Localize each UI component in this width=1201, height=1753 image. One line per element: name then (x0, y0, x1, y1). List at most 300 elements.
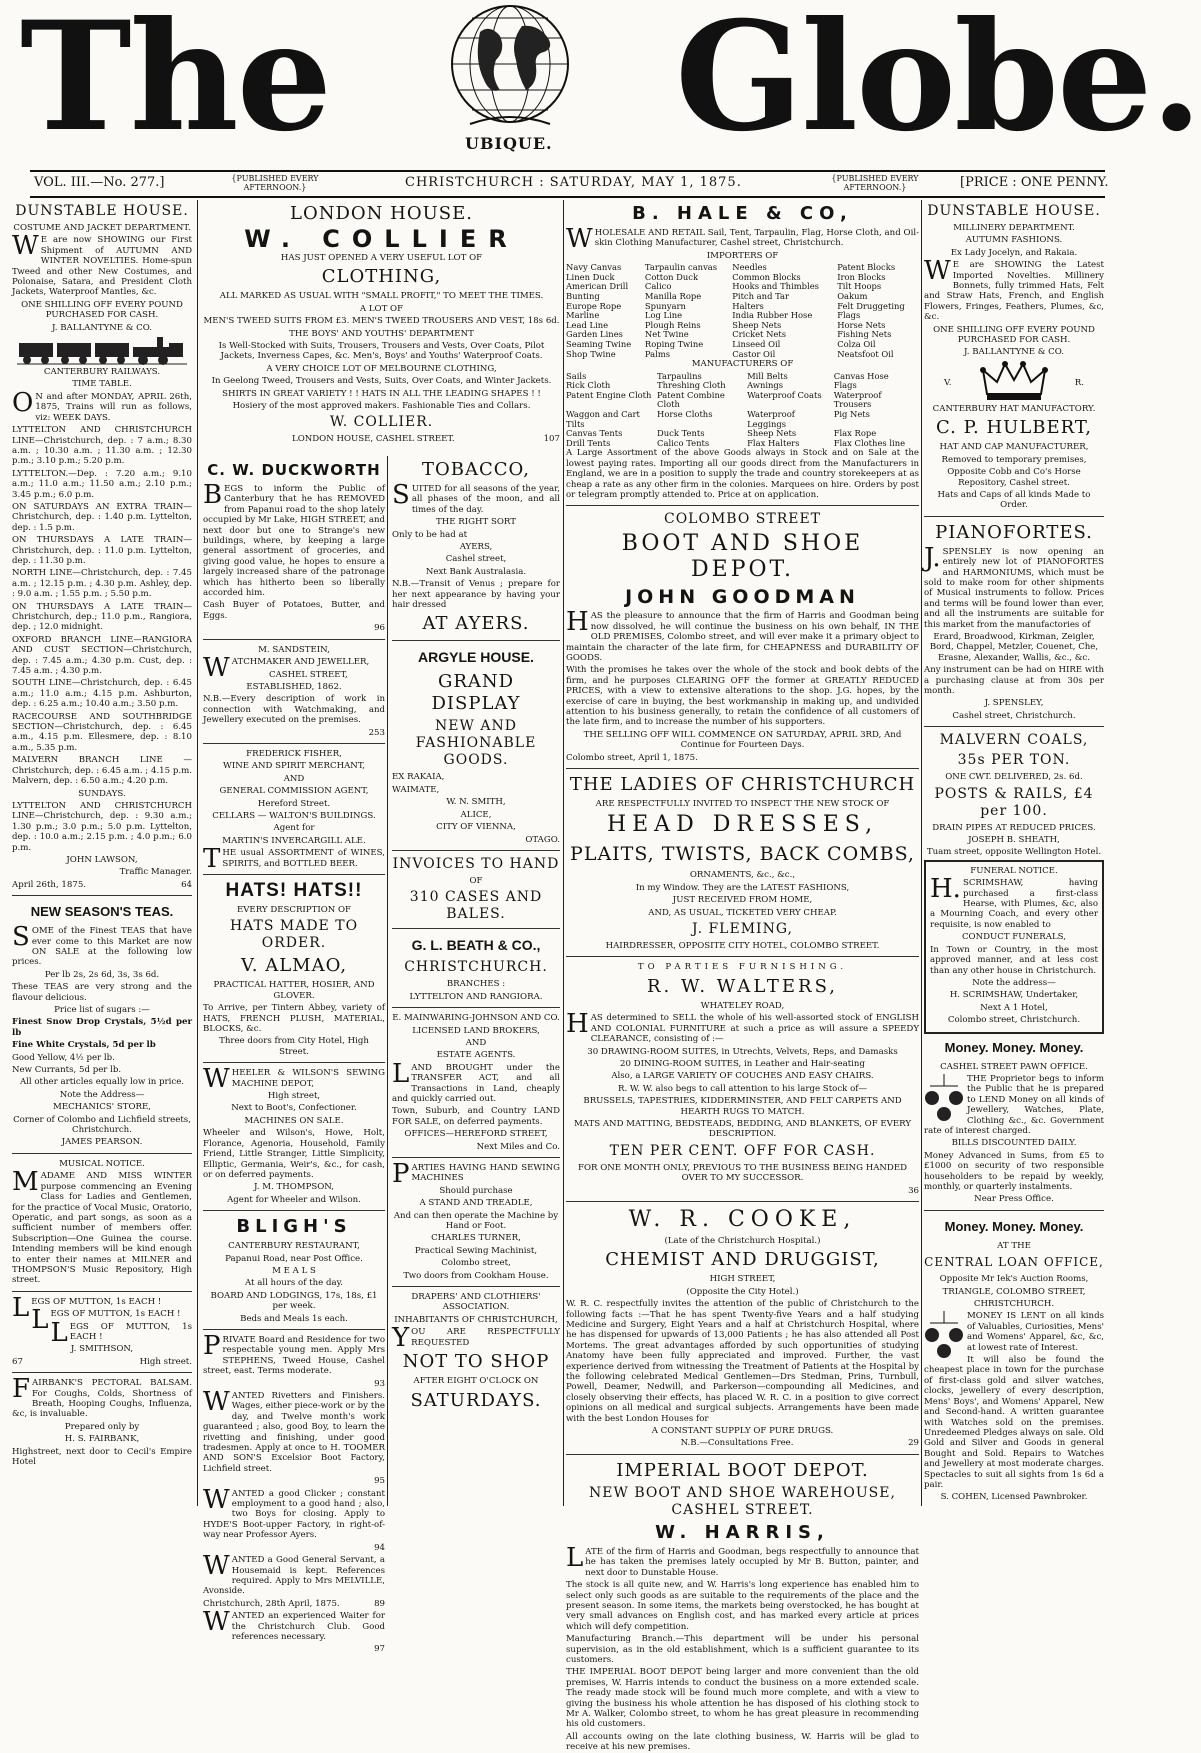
fun-sig: H. SCRIMSHAW, Undertaker, (949, 990, 1079, 1001)
main-body2: Town, Suburb, and Country LAND FOR SALE, on deferred payments. (392, 1106, 560, 1127)
beath-title: G. L. BEATH & CO., (411, 937, 541, 954)
goods-row (566, 372, 919, 382)
wheeler-addr2: Next to Boot's, Confectioner. (231, 1103, 357, 1114)
dun-offer: ONE SHILLING OFF EVERY POUND PURCHASED FOR CASH. (933, 324, 1095, 346)
train-icon (17, 335, 187, 365)
main-sub: LICENSED LAND BROKERS, (412, 1025, 540, 1036)
tobacco-addr2: Next Bank Australasia. (425, 566, 527, 577)
collier-boys-body: Is Well-Stocked with Suits, Trousers, Trousers and Vests, Over Coats, Pilot Jackets, Inverness Capes, &c. Men's, Boys' and Youths' Waterproof Coats. (218, 341, 545, 362)
dunstable-body: WE are now SHOWING our First Shipment of AUTUMN AND WINTER NOVELTIES. Home-spun Tweed and other New Costumes, and Polonaise, Satara, and President Cloth Jackets, Waterproof Mantles, &c. (12, 231, 192, 298)
divider (924, 726, 1104, 727)
main-and: AND (465, 1037, 487, 1048)
published-note-right: {PUBLISHED EVERY AFTERNOON.} (831, 174, 919, 192)
ladies-sub: ARE RESPECTFULLY INVITED TO INSPECT THE NEW STOCK OF (595, 799, 890, 810)
sand-addr: CASHEL STREET, (269, 669, 348, 680)
ladies-sig: J. FLEMING, (692, 921, 793, 938)
column-rule (387, 456, 388, 1506)
money1-sub: CASHEL STREET PAWN OFFICE. (940, 1061, 1088, 1072)
goods-cell: Halters (732, 300, 764, 311)
goods-cell: Waggon and Cart Tilts (566, 408, 640, 429)
rail-8: SOUTH LINE—Christchurch, dep. : 6.45 a.m.; 11.0 a.m.; 4.15 p.m. Ashburton, dep. : 6.25 a.m.; 10.40 a.m.; 3.50 p.m. (12, 678, 192, 710)
goodman-selling: THE SELLING OFF WILL COMMENCE ON SATURDAY, APRIL 3RD, And Continue for Fourteen Days. (583, 729, 902, 751)
collier-shirts: SHIRTS IN GREAT VARIETY ! ! HATS IN ALL THE LEADING SHAPES ! ! (222, 388, 541, 399)
bligh-hours: At all hours of the day. (244, 1278, 344, 1289)
rail-sub: TIME TABLE. (72, 379, 132, 390)
cooke-high: HIGH STREET, (709, 1274, 776, 1285)
goods-cell: Drill Tents (566, 437, 611, 448)
fisher-addr: Hereford Street. (257, 798, 331, 809)
posts-drain: DRAIN PIPES AT REDUCED PRICES. (932, 822, 1096, 833)
piano-body: J.SPENSLEY is now opening an entirely new lot of PIANOFORTES and HARMONIUMS, which must be sold to make room for other shipments of Musical instruments to follow. Prices and terms will be found lower than ever, and all the instruments are suitable for this market from the manufactories of (924, 542, 1104, 630)
walters-ten: TEN PER CENT. OFF FOR CASH. (609, 1142, 876, 1159)
mech-note: Note the Address— (59, 1089, 145, 1100)
coal-price: 35s PER TON. (957, 752, 1071, 769)
argyle-grand: GRAND DISPLAY (431, 671, 521, 715)
ladies-just: JUST RECEIVED FROM HOME, (672, 895, 813, 906)
argyle-otago: OTAGO. (525, 834, 560, 845)
duck-num: 96 (374, 623, 385, 634)
divider (566, 505, 919, 506)
argyle-invoices: INVOICES TO HAND (392, 855, 560, 872)
tobacco-body: SUITED for all seasons of the year, all phases of the moon, and all times of the day. (392, 480, 560, 515)
divider (392, 1286, 560, 1287)
drapers-sat: SATURDAYS. (410, 1389, 542, 1411)
price: [PRICE : ONE PENNY. (960, 175, 1109, 190)
goods-row (566, 350, 919, 360)
goods-cell: Linseed Oil (732, 338, 781, 349)
rail-date: April 26th, 1875. (12, 879, 87, 890)
goods-cell: Waterproof Leggings (747, 408, 795, 429)
goods-row (566, 410, 919, 429)
divider (392, 1157, 560, 1158)
collier-clothing: CLOTHING, (321, 266, 442, 288)
divider (203, 743, 385, 744)
goods-cell: Fishing Nets (837, 329, 892, 340)
clicker-body: WANTED a good Clicker ; constant employment to a good hand ; also, two Boys for closing. Apply to HYDE'S Boot-upper Factory, in right-of-way near Professor Ayers. (203, 1484, 385, 1541)
collier-name: W. COLLIER (244, 225, 519, 253)
tobacco-title: TOBACCO, (422, 459, 530, 480)
goods-cell: Flax Halters (747, 437, 800, 448)
goods-cell: Sails (566, 370, 587, 381)
goods-cell: Net Twine (644, 329, 689, 340)
collier-marked: ALL MARKED AS USUAL WITH "SMALL PROFIT," TO MEET THE TIMES. (219, 291, 544, 302)
drapers-body: YOU ARE RESPECTFULLY REQUESTED (392, 1323, 560, 1354)
colombo-boot: BOOT AND SHOE DEPOT. (621, 531, 864, 583)
sand-sub: WATCHMAKER AND JEWELLER, (203, 653, 370, 684)
dunstable-offer: ONE SHILLING OFF EVERY POUND PURCHASED FOR CASH. (21, 299, 183, 321)
money2-city: CHRISTCHURCH. (973, 1299, 1055, 1310)
goods-cell: Flax Clothes line (833, 437, 906, 448)
column-rule (921, 200, 922, 1506)
piano-hire: Any instrument can be had on HIRE with a purchasing clause at from 30s per month. (924, 665, 1104, 696)
goods-cell: Log Line (644, 310, 683, 321)
hats-order: HATS MADE TO ORDER. (229, 918, 359, 952)
rail-num: 64 (181, 879, 192, 890)
main-offices: OFFICES—HEREFORD STREET, (404, 1129, 548, 1140)
almao-name: V. ALMAO, (240, 955, 348, 977)
servant-num: 89 (374, 1598, 385, 1609)
goods-cell: Patent Blocks (837, 262, 896, 273)
goods-cell: American Drill (566, 281, 629, 292)
fisher-sub: WINE AND SPIRIT MERCHANT, (222, 761, 366, 772)
goods-cell: Patent Engine Cloth (566, 389, 652, 400)
column-4 (566, 200, 919, 1753)
collier-melb: A VERY CHOICE LOT OF MELBOURNE CLOTHING, (266, 363, 497, 374)
goods-cell: Navy Canvas (566, 262, 622, 273)
money1-body2: Money Advanced in Sums, from £5 to £1000 on security of two responsible householders to be repaid by weekly, monthly, or quarterly instalments. (924, 1150, 1104, 1192)
goodman-date: Colombo street, April 1, 1875. (566, 752, 698, 763)
dunstable-sig: J. BALLANTYNE & CO. (51, 322, 153, 333)
money2-at: AT THE (997, 1240, 1031, 1251)
collier-suits: MEN'S TWEED SUITS FROM £3. MEN'S TWEED TROUSERS AND VEST, 18s 6d. (203, 316, 560, 327)
rail-sig: JOHN LAWSON, (66, 854, 138, 865)
sand-body: N.B.—Every description of work in connection with Watchmaking, and Jewellery executed on the premises. (203, 694, 385, 726)
goods-row (566, 391, 919, 410)
goods-cell: Neatsfoot Oil (837, 348, 894, 359)
goods-cell: Bunting (566, 291, 600, 301)
walters-road: WHATELEY ROAD, (700, 1000, 785, 1011)
private-body: PRIVATE Board and Residence for two respectable young men. Apply Mrs STEPHENS, Tweed House, Cashel street, east. Terms moderate. (203, 1330, 385, 1377)
divider (12, 895, 192, 896)
tobacco-addr: Cashel street, (445, 554, 507, 565)
masthead (0, 0, 1201, 168)
crest-r: R. (1074, 377, 1084, 388)
collier-opened: HAS JUST OPENED A VERY USEFUL LOT OF (280, 253, 483, 263)
collier-sig: W. COLLIER. (329, 414, 434, 431)
walters-3: Also, a LARGE VARIETY OF COUCHES AND EASY CHAIRS. (611, 1071, 874, 1082)
fun-body2: In Town or Country, in the most approved manner, and at less cost than any other house in Christchurch. (930, 944, 1098, 976)
main-title: E. MAINWARING-JOHNSON AND CO. (392, 1013, 560, 1024)
harris-body5: All accounts owing on the late clothing business, W. Harris will be glad to receive at his new premises. (566, 1731, 919, 1753)
fisher-cellars: CELLARS — WALTON'S BUILDINGS. (212, 810, 376, 821)
walters-num: 36 (908, 1185, 919, 1196)
divider (12, 1372, 192, 1373)
coal-title: MALVERN COALS, (939, 732, 1089, 749)
collier-boys: THE BOYS' AND YOUTHS' DEPARTMENT (289, 328, 474, 339)
divider (392, 640, 560, 641)
divider (566, 768, 919, 769)
goods-cell: Flags (837, 310, 861, 321)
fun-next: Next A 1 Hotel, (980, 1002, 1048, 1013)
goods-cell: Mill Belts (747, 370, 788, 381)
goods-cell: Tarpaulin canvas (644, 262, 718, 273)
rivet-body: WANTED Rivetters and Finishers. Wages, either piece-work or by the day, and Twelve month's work guaranteed ; also, good Boy, to learn the rivetting and finishing, under good tradesmen. Apply at once to H. TOOMER AND SON'S Excelsior Boot Factory, Lichfield street. (203, 1387, 385, 1474)
cooke-body: W. R. C. respectfully invites the attention of the public of Christchurch to the following facts :—That he has spent Twenty-five Years and a half studying Medicine and Surgery, Eight Years and a half at Christchurch Hospital, where he has dispensed for upwards of 13,000 Patients ; he has also attended all Post Mortems. The great advantages afforded by such opportunities of studying Anatomy have been fully appreciated and improved. Further, the vast experience derived from witnessing the Treatment of Patients at the Hospital by the following celebrated Medical Gentlemen—Drs Stedman, Prins, Turnbull, Powell, Deamer, Nedwill, and Parkerson—compounding all Medicines, and closely observing their effects, has placed W. R. C. in a position to give correct opinions on all medical and surgical subjects. Arrangements have been made with the best London Houses for (566, 1299, 919, 1424)
goods-cell: Sheep Nets (732, 319, 782, 330)
harris-body4: THE IMPERIAL BOOT DEPOT being larger and more convenient than the old premises, W. Harris intends to conduct the business on a more extended scale. The ready made stock will be found much more complete, and with a view to giving the business his whole attention he has disposed of his clothing stock to Mr A. Walker, Colombo street, to whom he has great pleasure in recommending his old customers. (566, 1667, 919, 1730)
mech-addr: Corner of Colombo and Lichfield streets, Christchurch. (13, 1114, 191, 1136)
bligh-beds: Beds and Meals 1s each. (240, 1313, 348, 1324)
goods-cell: Cricket Nets (732, 329, 787, 340)
piano-addr: Cashel street, Christchurch. (952, 710, 1076, 721)
fisher-sub2: GENERAL COMMISSION AGENT, (219, 786, 369, 797)
hale-title: B. HALE & CO, (632, 203, 853, 224)
argyle-of: OF (469, 875, 483, 886)
sand-num: 253 (368, 727, 385, 738)
walters-6: MATS AND MATTING, BEDSTEADS, BEDDING, AND BLANKETS, OF EVERY DESCRIPTION. (573, 1118, 912, 1140)
goods-cell: Needles (732, 262, 767, 273)
collier-ad (203, 200, 560, 450)
fair-addr: Highstreet, next door to Cecil's Empire Hotel (12, 1446, 192, 1468)
harris-body2: The stock is all quite new, and W. Harris's long experience has enabled him to select only such goods as are suitable to the requirements of the place and the present season. In some items, the markets being overstocked, he has bought at very small advances on English cost, and has marked every article at prices which will defy competition. (566, 1580, 919, 1632)
rail-3: ON SATURDAYS AN EXTRA TRAIN—Christchurch, dep. : 1.40 p.m. Lyttelton, dep. : 1.5 p.m. (12, 501, 192, 533)
posts-addr: Tuam street, opposite Wellington Hotel. (926, 847, 1102, 858)
almao-addr: Three doors from City Hotel, High Street. (219, 1036, 369, 1057)
rail-1: LYTTELTON AND CHRISTCHURCH LINE—Christchurch, dep. : 7 a.m.; 8.30 a.m. ; 10.30 a.m. ; 11.30 a.m. ; 12.30 p.m.; 3.10 p.m.; 5.20 p.m. (12, 425, 192, 467)
hats-title: HATS! HATS!! (225, 880, 363, 901)
goods-cell: Roping Twine (644, 338, 704, 349)
divider (566, 1454, 919, 1455)
goods-cell: Manilla Rope (644, 291, 702, 301)
waiter-body: WANTED an experienced Waiter for the Christchurch Club. Good references necessary. (203, 1607, 385, 1642)
goods-cell: Seaming Twine (566, 338, 632, 349)
legs-line-2: LEGS OF MUTTON, 1s EACH ! (31, 1305, 181, 1336)
bligh-title: BLIGH'S (236, 1216, 352, 1238)
collier-addr: LONDON HOUSE, CASHEL STREET. (292, 434, 455, 445)
collier-num: 107 (543, 434, 560, 445)
duck-cash: Cash Buyer of Potatoes, Butter, and Eggs. (203, 600, 385, 621)
piano-sig: J. SPENSLEY, (984, 698, 1044, 709)
money2-tri: TRIANGLE, COLOMBO STREET, (942, 1286, 1086, 1297)
divider (203, 639, 385, 640)
hale-importers: IMPORTERS OF (706, 250, 779, 261)
hale-manufactures-table (566, 372, 919, 449)
goods-cell: Calico Tents (657, 437, 710, 448)
fair-body: FAIRBANK'S PECTORAL BALSAM. For Coughs, Colds, Shortness of Breath, Hooping Coughs, Influenza, &c, is invaluable. (12, 1374, 192, 1420)
column-1 (12, 200, 192, 1506)
dun-title: DUNSTABLE HOUSE. (927, 203, 1101, 219)
ladies-title: THE LADIES OF CHRISTCHURCH (569, 774, 916, 796)
goods-cell: Cotton Duck (644, 271, 699, 282)
imperial-title: IMPERIAL BOOT DEPOT. (616, 1459, 869, 1481)
goods-cell: Iron Blocks (837, 271, 886, 282)
wheeler-sig2: Agent for Wheeler and Wilson. (227, 1194, 361, 1205)
servant-body: WANTED a Good General Servant, a Housemaid is kept. References required. Apply to Mrs MELVILLE, Avonside. (203, 1551, 385, 1597)
walters-1: 30 DRAWING-ROOM SUITES, in Utrechts, Velvets, Reps, and Damasks (587, 1046, 898, 1057)
musical-title: MUSICAL NOTICE. (59, 1158, 145, 1169)
turner-sub: Practical Sewing Machinist, (414, 1245, 538, 1256)
fisher-ale: MARTIN'S INVERCARGILL ALE. (222, 835, 366, 846)
money1-body: THE Proprietor begs to inform the Public that he is prepared to LEND Money on all kinds of Jewellery, Watches, Plate, Clothing &c., &c. Government rate of interest charged. (924, 1073, 1104, 1136)
teas-title: NEW SEASON'S TEAS. (30, 904, 174, 920)
goods-cell: Waterproof Trousers (833, 389, 882, 410)
argyle-waimate: WAIMATE, (392, 784, 440, 795)
turner-should: Should purchase (439, 1185, 513, 1196)
argyle-cases: 310 CASES AND BALES. (409, 889, 543, 923)
goods-cell: Calico (644, 281, 672, 292)
goods-cell: Canvas Tents (566, 428, 623, 439)
almao-body: To Arrive, per Tintern Abbey, variety of HATS, FRENCH PLUSH, MATERIAL, BLOCKS, &c. (203, 1003, 385, 1035)
beath-branches: BRANCHES : (446, 979, 506, 990)
mech-title: MECHANICS' STORE, (53, 1102, 151, 1113)
drapers-inh: INHABITANTS OF CHRISTCHURCH, (394, 1314, 558, 1325)
column-3 (392, 456, 560, 1506)
goods-cell: Duck Tents (657, 428, 705, 439)
rail-5: NORTH LINE—Christchurch, dep. : 7.45 a.m. ; 12.15 p.m. ; 4.30 p.m. Ashley, dep. : 9.0 a.m. ; 1.55 p.m. ; 5.50 p.m. (12, 568, 192, 600)
walters-month: FOR ONE MONTH ONLY, PREVIOUS TO THE BUSINESS BEING HANDED OVER TO MY SUCCESSOR. (578, 1162, 907, 1184)
fun-conduct: CONDUCT FUNERALS, (961, 932, 1066, 943)
masthead-motto: UBIQUE. (465, 134, 553, 153)
rail-sundays: SUNDAYS. (78, 788, 126, 799)
argyle-alice: ALICE, (460, 809, 492, 820)
divider (203, 1210, 385, 1211)
cooke-nb: N.B.—Consultations Free. (680, 1438, 794, 1449)
divider (392, 1007, 560, 1008)
coal-cwt: ONE CWT. DELIVERED, 2s. 6d. (945, 772, 1083, 783)
money1-bills: BILLS DISCOUNTED DAILY. (951, 1138, 1077, 1149)
rail-9: RACECOURSE AND SOUTHBRIDGE SECTION—Christchurch, dep. : 6.45 a.m., 4.15 p.m. Ellesmere, dep. : 8.10 a.m., 5.35 p.m. (12, 711, 192, 753)
divider (203, 874, 385, 875)
goods-cell: Canvas Hose (833, 370, 889, 381)
pawn-balls-icon (924, 1311, 964, 1361)
sugar-5: All other articles equally low in price. (19, 1077, 185, 1088)
main-offices2: Next Miles and Co. (476, 1141, 560, 1152)
goods-cell: Palms (644, 348, 671, 359)
cooke-name: W. R. COOKE, (628, 1206, 857, 1232)
hat-title: CANTERBURY HAT MANUFACTORY. (932, 403, 1096, 414)
cooke-late: (Late of the Christchurch Hospital.) (664, 1235, 821, 1246)
duck-title: C. W. DUCKWORTH (207, 461, 381, 479)
legs-sig: J. SMITHSON, (70, 1344, 134, 1355)
rail-2: LYTTELTON.—Dep. : 7.20 a.m.; 9.10 a.m.; 11.0 a.m.; 11.50 a.m.; 2.10 p.m.; 3.45 p.m.; 6.0 p.m. (12, 468, 192, 500)
servant-date: Christchurch, 28th April, 1875. (203, 1598, 340, 1609)
private-num: 93 (374, 1378, 385, 1389)
royal-crest (924, 360, 1104, 404)
drapers-not: NOT TO SHOP (402, 1351, 550, 1373)
goods-cell: Pig Nets (833, 408, 870, 419)
beath-places: LYTTELTON AND RANGIORA. (409, 991, 543, 1002)
volume-number: VOL. III.—No. 277.] (34, 175, 165, 190)
harris-body: LATE of the firm of Harris and Goodman, begs respectfully to announce that he has taken the premises lately occupied by Mr B. Button, painter, and next door to Dunstable House. (566, 1542, 919, 1578)
sugar-1: Finest Snow Drop Crystals, 5½d per lb (12, 1017, 192, 1038)
fisher-and: AND (283, 773, 305, 784)
ladies-plaits: PLAITS, TWISTS, BACK COMBS, (570, 843, 915, 866)
london-title: LONDON HOUSE. (290, 203, 473, 224)
dunstable-title: DUNSTABLE HOUSE. (15, 203, 189, 219)
divider (392, 928, 560, 929)
argyle-vienna: CITY OF VIENNA, (436, 822, 516, 833)
goods-cell: Oakum (837, 291, 868, 301)
money2-title: Money. Money. Money. (944, 1218, 1084, 1234)
argyle-smith: W. N. SMITH, (446, 797, 506, 808)
piano-makers: Erard, Broadwood, Kirkman, Zeigler, Bord, Chappel, Metzler, Couenet, Che, Erasne, Alexander, Wallis, &c., &c. (929, 631, 1099, 663)
goods-cell: Plough Reins (644, 319, 701, 330)
hale-manufacturers: MANUFACTURERS OF (691, 359, 794, 370)
teas-body: SOME of the Finest TEAS that have ever come to this Market are now ON SALE at the following low prices. (12, 922, 192, 968)
mech-sig: JAMES PEARSON. (61, 1137, 143, 1148)
dun-sig: J. BALLANTYNE & CO. (963, 347, 1065, 358)
walters-5: BRUSSELS, TAPESTRIES, KIDDERMINSTER, AND FELT CARPETS AND HEARTH RUGS TO MATCH. (583, 1096, 902, 1117)
legs-addr: High street. (139, 1356, 192, 1367)
rail-sig2: Traffic Manager. (119, 867, 192, 878)
divider (12, 1291, 192, 1292)
goods-cell: Tilt Hoops (837, 281, 882, 292)
legs-line-3: LEGS OF MUTTON, 1s EACH ! (50, 1317, 192, 1348)
turner-addr2: Two doors from Cookham House. (403, 1270, 549, 1281)
column-rule (563, 200, 564, 1506)
legs-num: 67 (12, 1356, 23, 1367)
fisher-agent: Agent for (273, 823, 315, 834)
money1-title: Money. Money. Money. (944, 1039, 1084, 1055)
funeral-notice (924, 860, 1104, 1034)
walters-name: R. W. WALTERS, (647, 975, 838, 997)
tobacco-ayers: AYERS, (459, 542, 493, 553)
fisher-body: THE usual ASSORTMENT of WINES, SPIRITS, and BOTTLED BEER. (203, 844, 385, 875)
column-2 (203, 456, 385, 1655)
sugar-title: Price list of sugars :— (54, 1005, 150, 1015)
wheeler-sig: J. M. THOMPSON, (254, 1182, 334, 1193)
crown-icon (979, 360, 1049, 402)
goods-cell: Common Blocks (732, 271, 801, 282)
masthead-title-left: The (20, 0, 331, 165)
cooke-chem: CHEMIST AND DRUGGIST, (605, 1249, 880, 1271)
fair-prep: Prepared only by (64, 1421, 140, 1432)
bligh-meals: M E A L S (272, 1265, 316, 1276)
hat-made: Hats and Caps of all kinds Made to Order. (937, 489, 1091, 511)
wheeler-title: WHEELER & WILSON'S SEWING MACHINE DEPOT, (203, 1064, 385, 1095)
hat-opp: Opposite Cobb and Co's Horse Repository, Cashel street. (947, 467, 1081, 488)
imperial-sub: NEW BOOT AND SHOE WAREHOUSE, CASHEL STREET. (589, 1484, 896, 1518)
goods-cell: Marline (566, 310, 600, 321)
goods-cell: Flax Rope (833, 428, 877, 439)
goods-cell: Sheep Nets (747, 428, 797, 439)
column-5 (924, 200, 1104, 1506)
rivet-num: 95 (374, 1476, 385, 1487)
divider (924, 1210, 1104, 1211)
column-rule (197, 200, 198, 1506)
money2-sub: CENTRAL LOAN OFFICE, (924, 1255, 1104, 1270)
masthead-title-right: Globe. (675, 0, 1201, 165)
dateline (30, 170, 1109, 198)
divider (566, 1201, 919, 1202)
rail-6: ON THURSDAYS A LATE TRAIN—Christchurch, dep.; 11.0 p.m., Rangiora, dep. ; 12.0 midnight. (12, 601, 192, 633)
goods-cell: Pitch and Tar (732, 291, 790, 301)
dun-ex: Ex Lady Jocelyn, and Rakaia. (950, 247, 1078, 258)
argyle-title: ARGYLE HOUSE. (418, 649, 534, 666)
walters-body: HAS determined to SELL the whole of his well-assorted stock of ENGLISH AND COLONIAL FURNITURE at such a price as will assure a SPEEDY CLEARANCE, consisting of :— (566, 1009, 919, 1045)
drapers-after: AFTER EIGHT O'CLOCK ON (413, 1376, 539, 1387)
goods-cell: Hooks and Thimbles (732, 281, 819, 292)
goods-cell: Patent Combine Cloth (657, 389, 725, 410)
hat-removed: Removed to temporary premises, (941, 454, 1087, 465)
turner-operate: And can then operate the Machine by Hand or Foot. (393, 1210, 559, 1232)
goods-cell: Colza Oil (837, 338, 876, 349)
sand-est: ESTABLISHED, 1862. (246, 681, 342, 692)
money2-sig: S. COHEN, Licensed Pawnbroker. (940, 1492, 1088, 1503)
dunstable-sub: COSTUME AND JACKET DEPARTMENT. (13, 223, 191, 233)
hale-body: WHOLESALE AND RETAIL Sail, Tent, Tarpaulin, Flag, Horse Cloth, and Oil-skin Clothing Manufacturer, Cashel street, Christchurch. (566, 224, 919, 254)
goods-cell: Shop Twine (566, 348, 616, 359)
main-sub2: ESTATE AGENTS. (436, 1050, 516, 1061)
tobacco-sort: THE RIGHT SORT (436, 517, 516, 528)
divider (203, 1329, 385, 1330)
rail-intro: ON and after MONDAY, APRIL 26th, 1875, Trains will run as follows, viz: WEEK DAYS. (12, 387, 192, 423)
money2-opp: Opposite Mr Iek's Auction Rooms, (939, 1274, 1089, 1285)
goods-row (566, 439, 919, 449)
teas-prices: Per lb 2s, 2s 6d, 3s, 3s 6d. (44, 969, 160, 980)
argyle-ex: EX RAKAIA, (392, 772, 445, 783)
goods-cell: Horse Nets (837, 319, 886, 330)
hats-every: EVERY DESCRIPTION OF (236, 905, 352, 915)
goods-cell: Europe Rope (566, 300, 622, 311)
divider (924, 516, 1104, 517)
main-body: LAND BROUGHT under the TRANSFER ACT, and all Transactions in Land, cheaply and quickly carried out. (392, 1058, 560, 1104)
posts-sig: JOSEPH B. SHEATH, (968, 835, 1060, 846)
goodman-title: JOHN GOODMAN (625, 586, 860, 609)
pawn-balls-icon (924, 1074, 964, 1124)
crest-v: V. (944, 377, 952, 388)
goods-cell: Tarpaulins (657, 370, 702, 381)
